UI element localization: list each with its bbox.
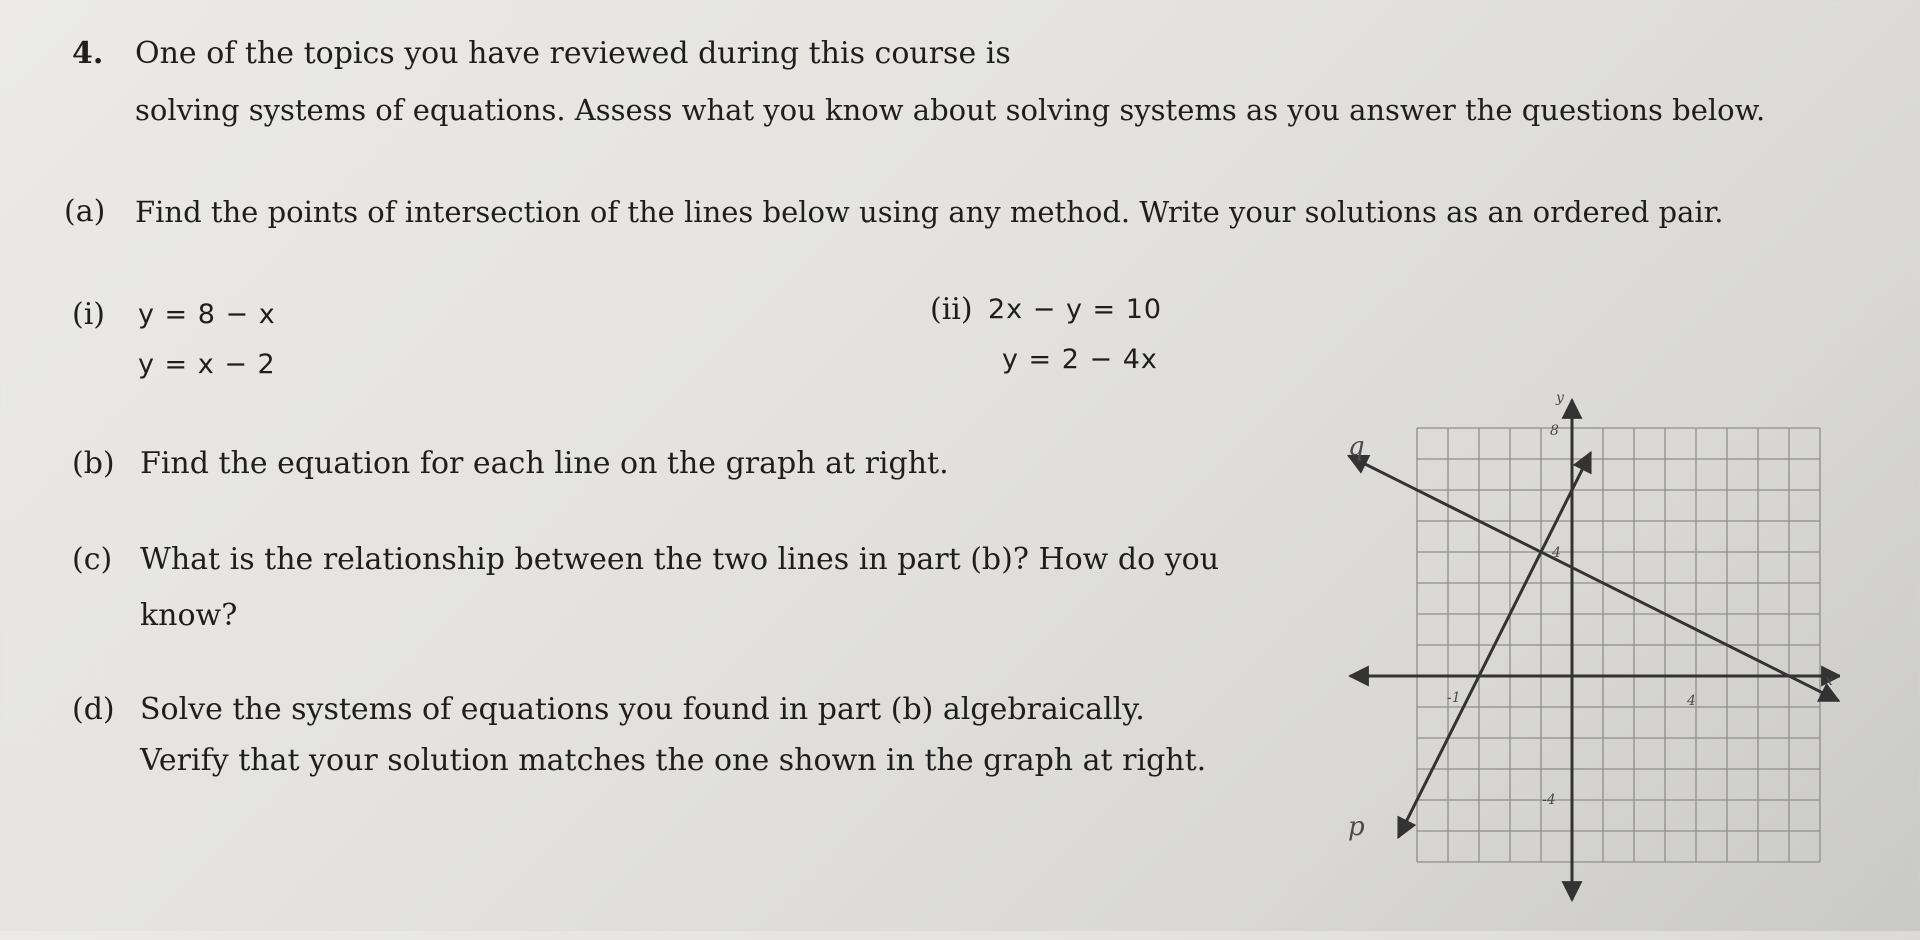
question-intro-line-2: solving systems of equations. Assess what you know about solving systems as you answer the questions below. <box>135 93 1766 127</box>
part-a-ii-label: (ii) <box>930 292 973 327</box>
question-number: 4. <box>72 36 104 71</box>
part-d-label: (d) <box>72 692 115 727</box>
tick-label-y-8: 8 <box>1550 423 1559 439</box>
part-a-label: (a) <box>64 194 106 229</box>
part-d-text-line-1: Solve the systems of equations you found in part (b) algebraically. <box>140 692 1145 727</box>
part-c-text-line-2: know? <box>140 598 238 633</box>
line-q-label: q <box>1348 432 1365 462</box>
part-c-text-line-1: What is the relationship between the two lines in part (b)? How do you <box>140 542 1220 577</box>
system-ii-equation-2: y = 2 − 4x <box>1002 344 1158 375</box>
part-b-label: (b) <box>72 446 115 481</box>
part-c-label: (c) <box>72 542 113 577</box>
part-a-i-label: (i) <box>72 297 106 332</box>
line-q <box>1349 456 1839 701</box>
system-i-equation-2: y = x − 2 <box>138 349 276 380</box>
system-i-equation-1: y = 8 − x <box>138 299 276 330</box>
system-ii-equation-1: 2x − y = 10 <box>988 294 1163 325</box>
part-a-text: Find the points of intersection of the lines below using any method. Write your solutions as an ordered pair. <box>135 195 1724 229</box>
tick-label-y-neg4: -4 <box>1542 792 1556 808</box>
tick-label-y-4: 4 <box>1552 545 1561 561</box>
tick-label-x-4: 4 <box>1687 693 1696 709</box>
part-b-text: Find the equation for each line on the graph at right. <box>140 446 949 481</box>
part-d-text-line-2: Verify that your solution matches the one shown in the graph at right. <box>140 743 1207 778</box>
line-p-label: p <box>1348 812 1365 842</box>
y-axis-label: y <box>1556 390 1564 406</box>
tick-label-x-neg1: -1 <box>1447 690 1461 706</box>
graph-grid <box>1417 428 1820 862</box>
x-axis-label: x <box>1825 673 1833 689</box>
coordinate-graph <box>1320 380 1840 940</box>
question-intro-line-1: One of the topics you have reviewed during this course is <box>135 36 1011 71</box>
